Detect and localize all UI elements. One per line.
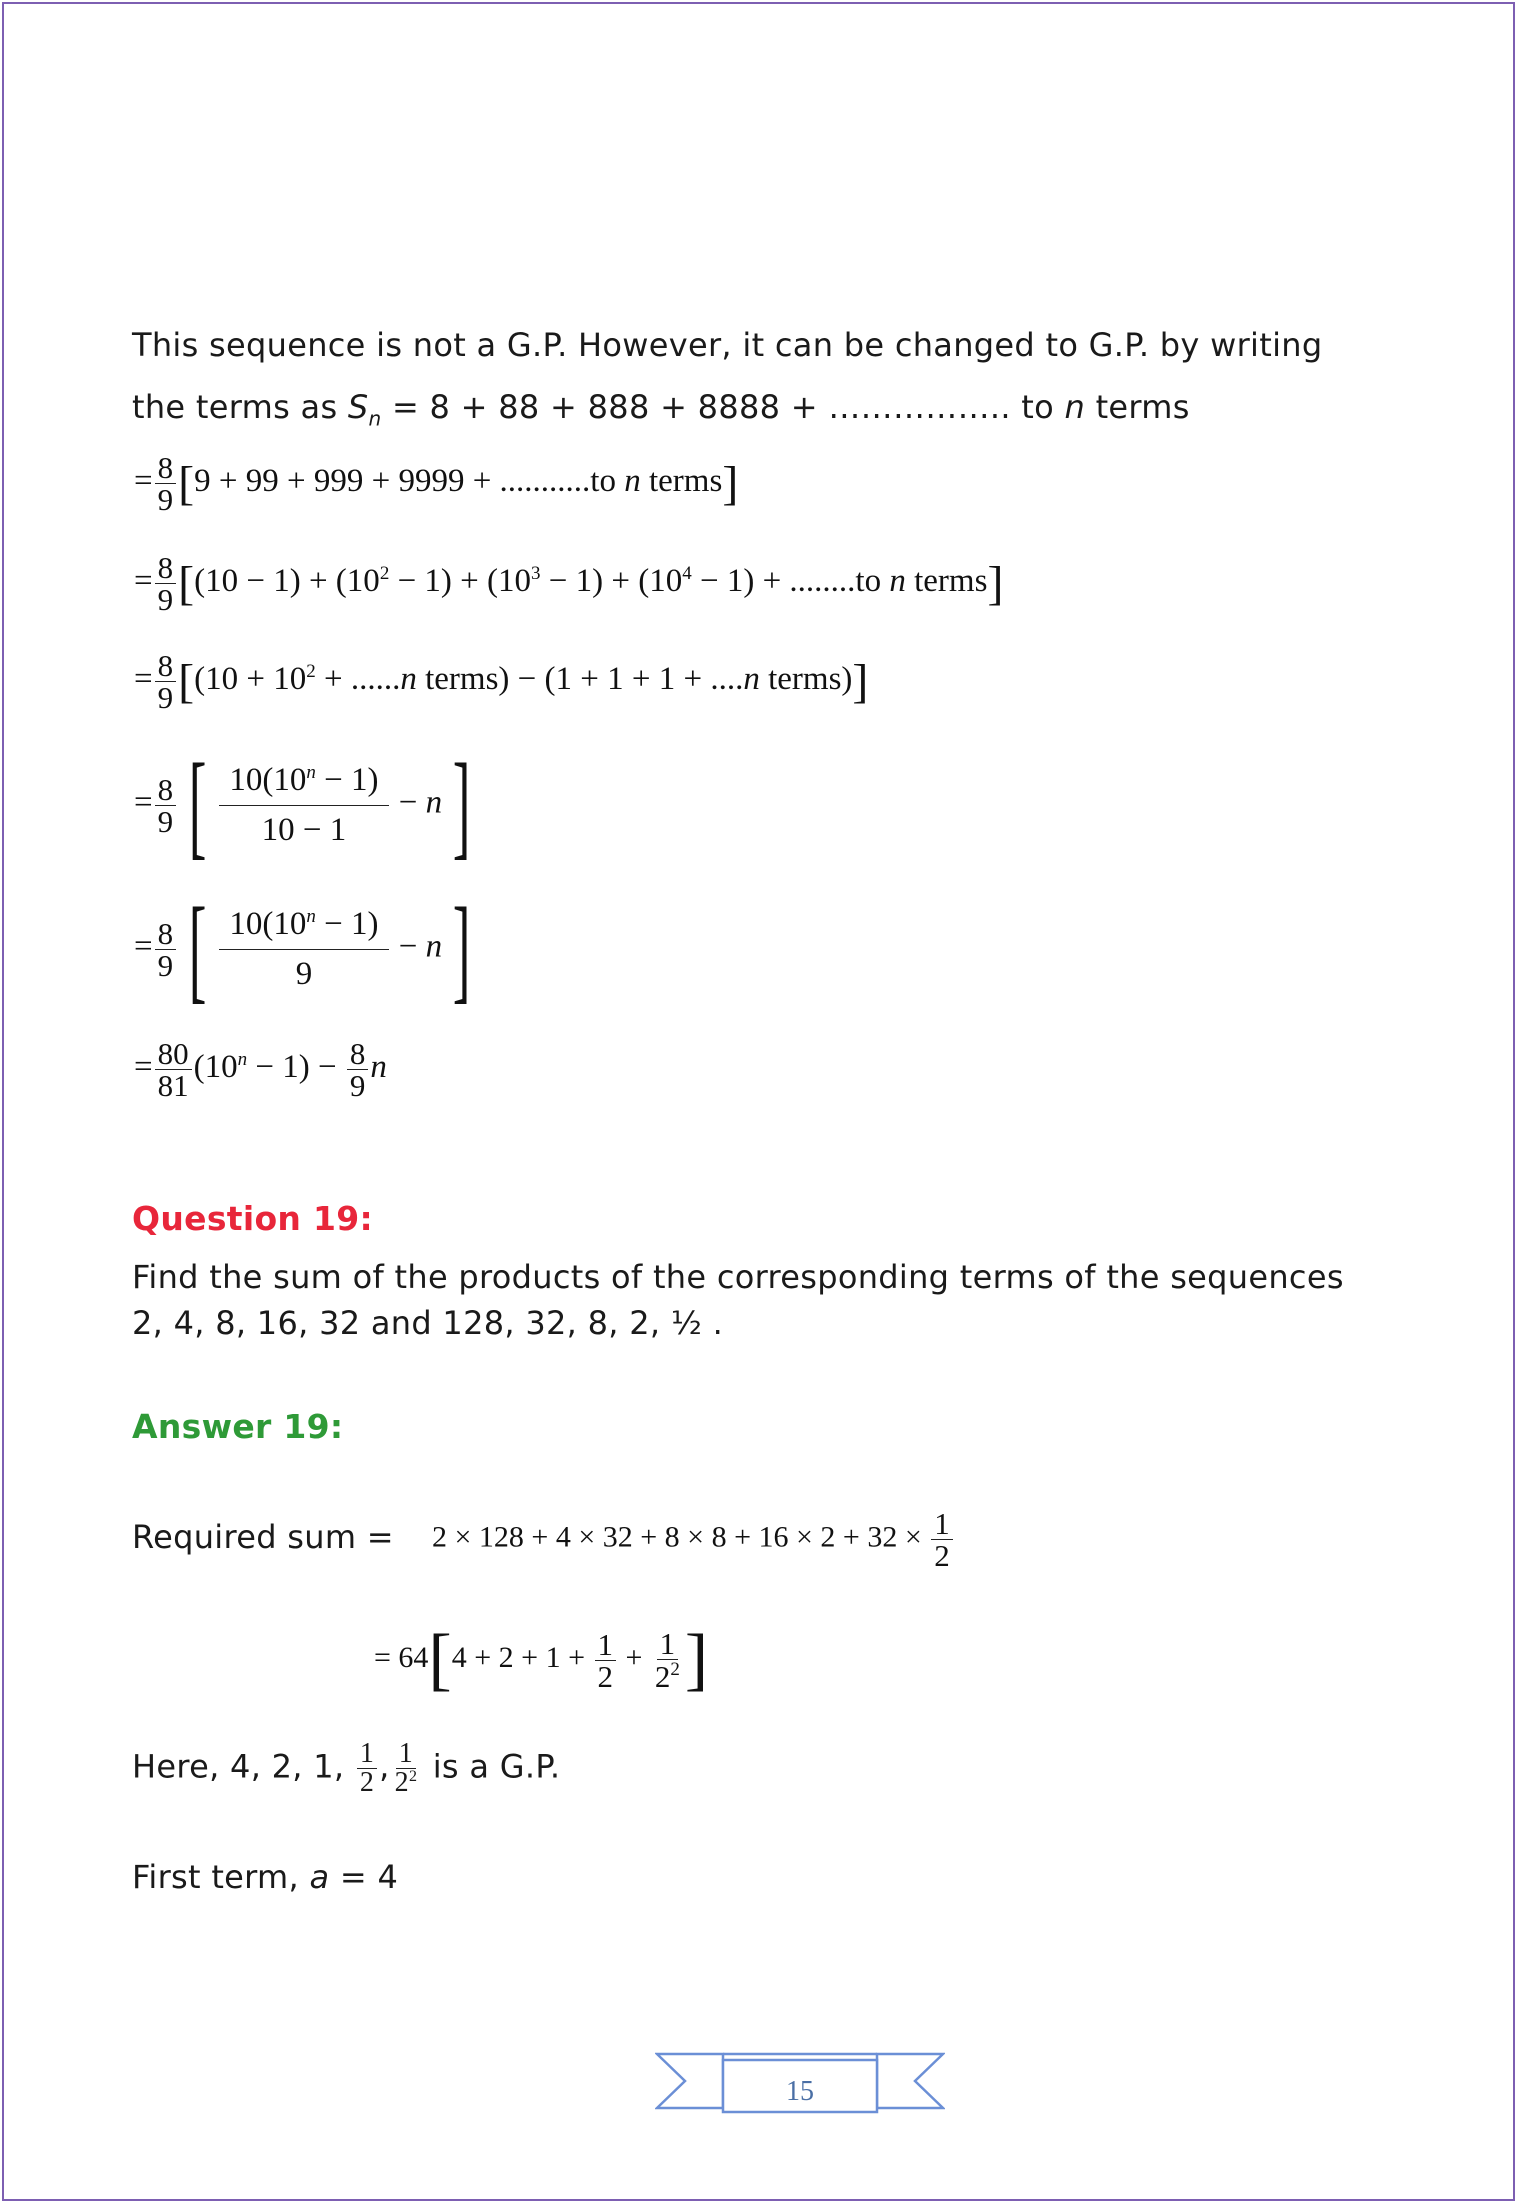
- derivation-line-4: = $\frac{8}{9}$ [ $\frac{10(10^n - 1)}{10 - 1}$ − n]: [134, 739, 471, 870]
- gp-statement: Here, 4, 2, 1, $\frac{1}{2}$ , $\frac{1}{2^2}$ is a G.P.: [132, 1738, 561, 1798]
- derivation-line-2: = $\frac{8}{9}$ [$(10 - 1) + (10^2 - 1) + (10^3 - 1) + (10^4 - 1) + ........to$ n terms]: [134, 550, 1004, 617]
- first-term-line: First term, a = 4: [132, 1858, 399, 1896]
- sum-step-2: = 64[4 + 2 + 1 + $\frac{1}{2}$ + $\frac{1}{2^2}$ ]: [374, 1621, 709, 1698]
- question-line-2: 2, 4, 8, 16, 32 and 128, 32, 8, 2, ½ .: [132, 1304, 724, 1342]
- intro-line-2: the terms as $S_n = 8 + 88 + 888 + 8888$ + …………….. to n terms: [132, 388, 1190, 431]
- required-sum-expression: 2 × 128 + 4 × 32 + 8 × 8 + 16 × 2 + 32 × $\frac{1}{2}$: [432, 1508, 955, 1571]
- derivation-line-1: = $\frac{8}{9}$ [9 + 99 + 999 + 9999 + ...........to n terms]: [134, 450, 739, 517]
- question-line-1: Find the sum of the products of the corresponding terms of the sequences: [132, 1258, 1344, 1296]
- required-sum-label: Required sum =: [132, 1518, 394, 1556]
- question-heading: Question 19:: [132, 1199, 374, 1238]
- derivation-line-5: = $\frac{8}{9}$ [ $\frac{10(10^n - 1)}{9}$ − n]: [134, 883, 471, 1014]
- answer-heading: Answer 19:: [132, 1407, 344, 1446]
- derivation-line-3: = $\frac{8}{9}$ [($10 + 10^2 + ......n$ terms) − (1 + 1 + 1 + ....n terms)]: [134, 648, 869, 715]
- derivation-line-6: = $\frac{80}{81}$ $(10^n - 1)$ − $\frac{8}{9}$ n: [134, 1036, 387, 1103]
- page-number: 15: [786, 2076, 814, 2107]
- intro-line-1: This sequence is not a G.P. However, it can be changed to G.P. by writing: [132, 326, 1323, 364]
